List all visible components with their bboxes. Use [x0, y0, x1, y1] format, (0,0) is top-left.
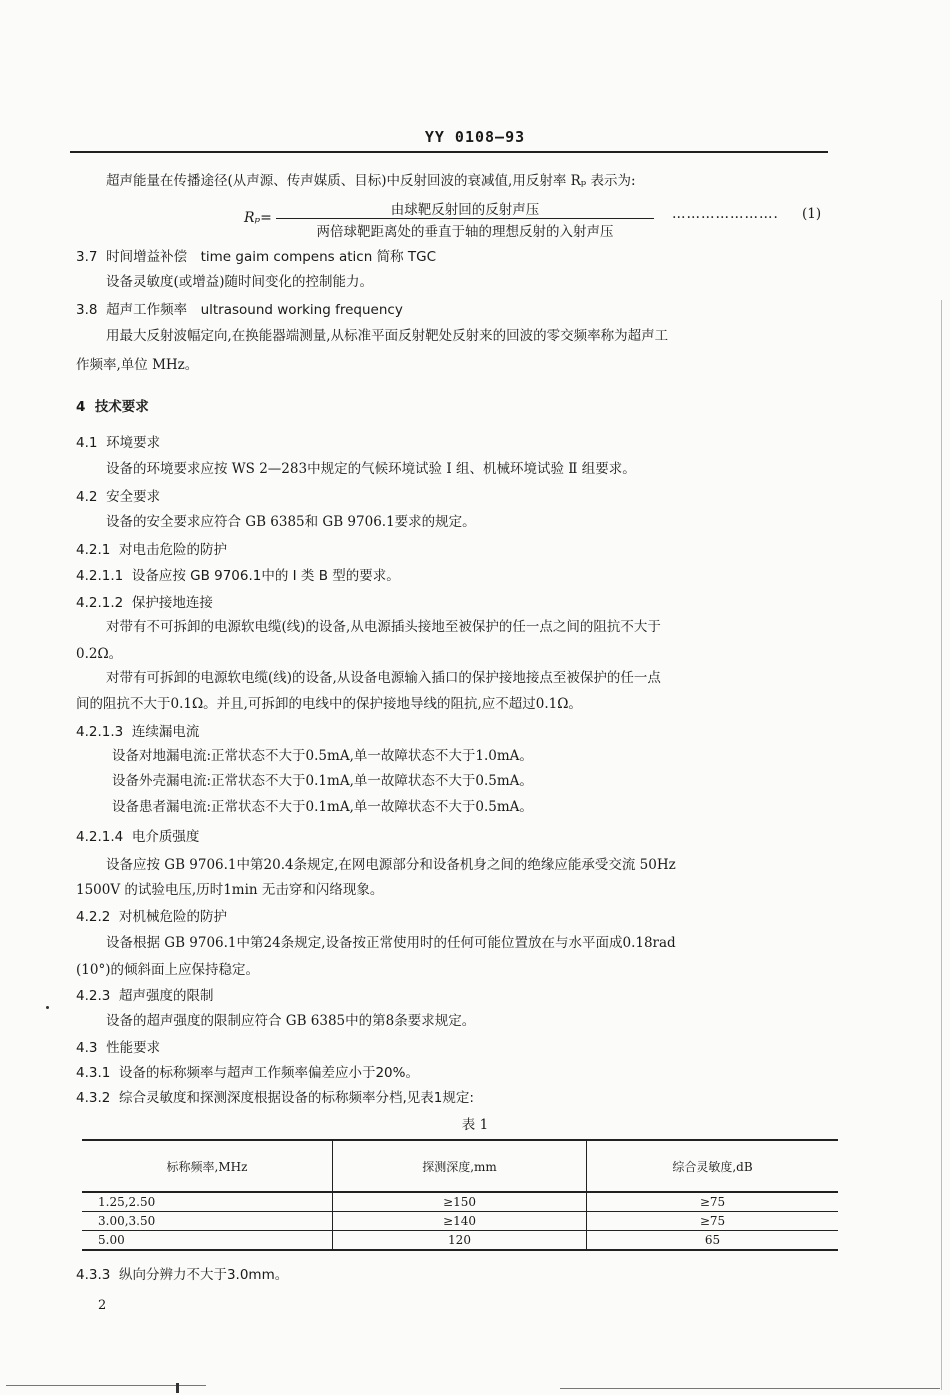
formula-denominator: 两倍球靶距离处的垂直于轴的理想反射的入射声压 [316, 224, 614, 240]
formula-fraction-bar [276, 218, 654, 219]
table-cell: 5.00 [82, 1231, 333, 1251]
paragraph: 设备的超声强度的限制应符合 GB 6385中的第8条要求规定。 [106, 1013, 476, 1029]
section-number: 4.2.1.2 [76, 595, 124, 611]
section-number: 4.3.3 [76, 1267, 111, 1283]
paragraph: 0.2Ω。 [76, 646, 123, 662]
paragraph: 设备应按 GB 9706.1中第20.4条规定,在网电源部分和设备机身之间的绝缘应能承受交流 50Hz [106, 857, 676, 873]
paragraph: 设备根据 GB 9706.1中第24条规定,设备按正常使用时的任何可能位置放在与水平面成0.18rad [106, 935, 676, 951]
paragraph: 设备外壳漏电流:正常状态不大于0.1mA,单一故障状态不大于0.5mA。 [112, 773, 533, 789]
paragraph: 设备对地漏电流:正常状态不大于0.5mA,单一故障状态不大于1.0mA。 [112, 748, 533, 764]
table-header-cell: 综合灵敏度,dB [587, 1140, 839, 1192]
paragraph: 用最大反射波幅定向,在换能器端测量,从标准平面反射靶处反射来的回波的零交频率称为超声工 [106, 328, 669, 344]
table-row [82, 1192, 838, 1212]
paragraph: (10°)的倾斜面上应保持稳定。 [76, 962, 259, 978]
paragraph: 设备灵敏度(或增益)随时间变化的控制能力。 [106, 274, 374, 290]
section-number: 4.2.3 [76, 988, 111, 1004]
table-cell: ≥75 [587, 1192, 839, 1212]
section-number: 4.2.1 [76, 542, 111, 558]
section-heading-4-2-2 [76, 908, 227, 926]
paragraph: 设备患者漏电流:正常状态不大于0.1mA,单一故障状态不大于0.5mA。 [112, 799, 533, 815]
section-number: 3.8 [76, 302, 98, 318]
section-number: 4 [76, 399, 86, 415]
section-heading-3-7 [76, 248, 436, 266]
section-number: 3.7 [76, 249, 98, 265]
table-cell: 65 [587, 1231, 839, 1251]
table-caption: 表 1 [461, 1117, 489, 1133]
formula-numerator: 由球靶反射回的反射声压 [390, 202, 540, 218]
table-row [82, 1212, 838, 1231]
table-cell: 120 [333, 1231, 587, 1251]
section-heading-4-2-1-3 [76, 723, 199, 741]
table-row [82, 1231, 838, 1251]
section-title: 电介质强度 [131, 829, 200, 845]
section-title: 保护接地连接 [131, 595, 213, 611]
paragraph: 1500V 的试验电压,历时1min 无击穿和闪络现象。 [76, 882, 384, 898]
table-cell: ≥75 [587, 1212, 839, 1231]
section-number: 4.3 [76, 1040, 98, 1056]
scan-edge-line [560, 1388, 940, 1389]
section-number: 4.2 [76, 489, 98, 505]
section-title: 超声工作频率 ultrasound working frequency [106, 302, 403, 318]
table-header-row [82, 1140, 838, 1192]
section-number: 4.2.1.1 [76, 568, 124, 584]
section-title: 超声强度的限制 [118, 988, 214, 1004]
section-heading-4-3-3 [76, 1266, 288, 1284]
paragraph: 设备的安全要求应符合 GB 6385和 GB 9706.1要求的规定。 [106, 514, 476, 530]
standard-number: YY 0108—93 [424, 128, 526, 146]
section-title: 时间增益补偿 time gaim compens aticn 简称 TGC [106, 249, 437, 265]
section-heading-3-8 [76, 301, 403, 319]
section-heading-4 [76, 398, 149, 416]
section-title: 纵向分辨力不大于3.0mm。 [118, 1267, 289, 1283]
table-cell: 3.00,3.50 [82, 1212, 333, 1231]
section-heading-4-3-1 [76, 1064, 419, 1082]
table-header-cell: 标称频率,MHz [82, 1140, 333, 1192]
section-title: 对机械危险的防护 [118, 909, 227, 925]
table-header-cell: 探测深度,mm [333, 1140, 587, 1192]
section-number: 4.2.1.3 [76, 724, 124, 740]
section-heading-4-2-1-2 [76, 594, 213, 612]
section-number: 4.3.1 [76, 1065, 111, 1081]
paragraph: 间的阻抗不大于0.1Ω。并且,可拆卸的电线中的保护接地导线的阻抗,应不超过0.1Ω。 [76, 696, 582, 712]
paragraph: 对带有不可拆卸的电源软电缆(线)的设备,从电源插头接地至被保护的任一点之间的阻抗不大于 [106, 619, 661, 635]
section-title: 安全要求 [106, 489, 161, 505]
scan-edge-line [941, 300, 942, 1390]
formula-leader-dots: …………………. [672, 206, 779, 222]
section-title: 设备应按 GB 9706.1中的 I 类 B 型的要求。 [131, 568, 400, 584]
section-heading-4-3 [76, 1039, 160, 1057]
paragraph: 作频率,单位 MHz。 [76, 357, 199, 373]
frequency-table [82, 1139, 838, 1251]
paragraph: 对带有可拆卸的电源软电缆(线)的设备,从设备电源输入插口的保护接地接点至被保护的任一点 [106, 670, 661, 686]
section-heading-4-2-1 [76, 541, 227, 559]
formula-number: (1) [802, 206, 822, 222]
section-title: 连续漏电流 [131, 724, 200, 740]
paragraph: 设备的环境要求应按 WS 2—283中规定的气候环境试验 I 组、机械环境试验 Ⅱ 组要求。 [106, 461, 636, 477]
scan-speck [176, 1383, 179, 1393]
section-title: 对电击危险的防护 [118, 542, 227, 558]
section-heading-4-1 [76, 434, 160, 452]
section-heading-4-3-2 [76, 1089, 474, 1107]
section-title: 设备的标称频率与超声工作频率偏差应小于20%。 [118, 1065, 419, 1081]
section-title: 环境要求 [106, 435, 161, 451]
section-heading-4-2-3 [76, 987, 213, 1005]
section-number: 4.2.2 [76, 909, 111, 925]
section-title: 性能要求 [106, 1040, 161, 1056]
page-number: 2 [98, 1298, 107, 1313]
section-number: 4.2.1.4 [76, 829, 124, 845]
section-heading-4-2-1-1 [76, 567, 400, 585]
intro-line: 超声能量在传播途径(从声源、传声媒质、目标)中反射回波的衰减值,用反射率 Rₚ 表示为: [106, 173, 636, 189]
section-heading-4-2 [76, 488, 160, 506]
section-number: 4.3.2 [76, 1090, 111, 1106]
table-cell: 1.25,2.50 [82, 1192, 333, 1212]
section-heading-4-2-1-4 [76, 828, 199, 846]
table-cell: ≥150 [333, 1192, 587, 1212]
section-title: 综合灵敏度和探测深度根据设备的标称频率分档,见表1规定: [118, 1090, 474, 1106]
scan-speck [46, 1006, 49, 1009]
formula-lhs: Rₚ= [244, 210, 272, 226]
section-title: 技术要求 [94, 399, 149, 415]
section-number: 4.1 [76, 435, 98, 451]
header-rule [70, 151, 828, 153]
table-cell: ≥140 [333, 1212, 587, 1231]
